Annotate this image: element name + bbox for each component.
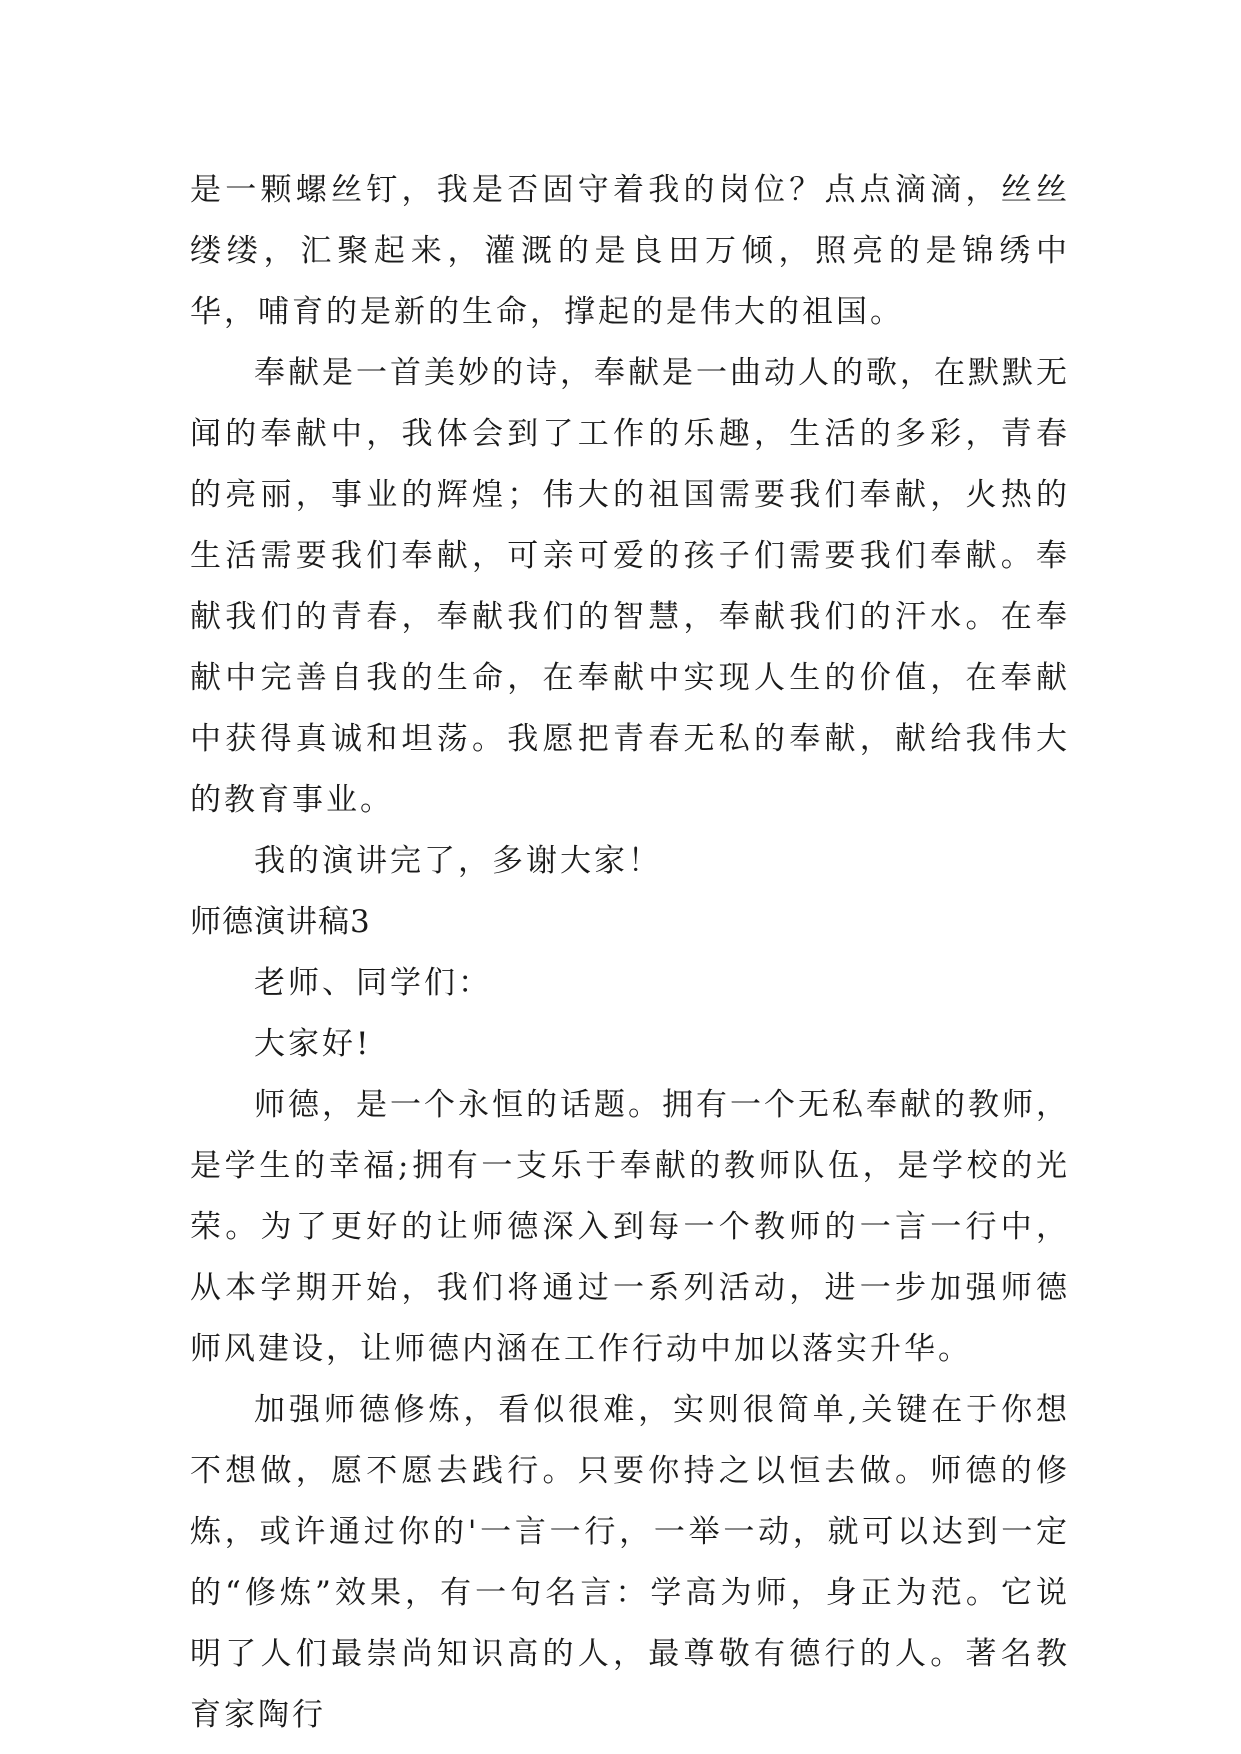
paragraph-continuation: 是一颗螺丝钉，我是否固守着我的岗位？点点滴滴，丝丝缕缕，汇聚起来，灌溉的是良田万倾，照亮的是锦绣中华，哺育的是新的生命，撑起的是伟大的祖国。 (190, 172, 1070, 330)
paragraph-dedication: 奉献是一首美妙的诗，奉献是一曲动人的歌，在默默无闻的奉献中，我体会到了工作的乐趣，生活的多彩，青春的亮丽，事业的辉煌；伟大的祖国需要我们奉献，火热的生活需要我们奉献，可亲可爱的孩子们需要我们奉献。奉献我们的青春，奉献我们的智慧，奉献我们的汗水。在奉献中完善自我的生命，在奉献中实现人生的价值，在奉献中获得真诚和坦荡。我愿把青春无私的奉献，献给我伟大的教育事业。 (190, 355, 1070, 818)
paragraph-closing: 我的演讲完了，多谢大家！ (254, 843, 662, 879)
section-heading: 师德演讲稿3 (190, 904, 371, 940)
paragraph-cultivation: 加强师德修炼，看似很难，实则很简单,关键在于你想不想做，愿不愿去践行。只要你持之以恒去做。师德的修炼，或许通过你的'一言一行，一举一动，就可以达到一定的“修炼”效果，有一句名言：学高为师，身正为范。它说明了人们最崇尚知识高的人，最尊敬有德行的人。著名教育家陶行 (190, 1392, 1070, 1733)
document-body (190, 160, 1070, 1746)
paragraph-salutation: 老师、同学们： (254, 965, 492, 1001)
paragraph-greeting: 大家好! (254, 1026, 372, 1062)
paragraph-teacher-ethics: 师德，是一个永恒的话题。拥有一个无私奉献的教师，是学生的幸福;拥有一支乐于奉献的教师队伍，是学校的光荣。为了更好的让师德深入到每一个教师的一言一行中，从本学期开始，我们将通过一系列活动，进一步加强师德师风建设，让师德内涵在工作行动中加以落实升华。 (190, 1087, 1070, 1367)
